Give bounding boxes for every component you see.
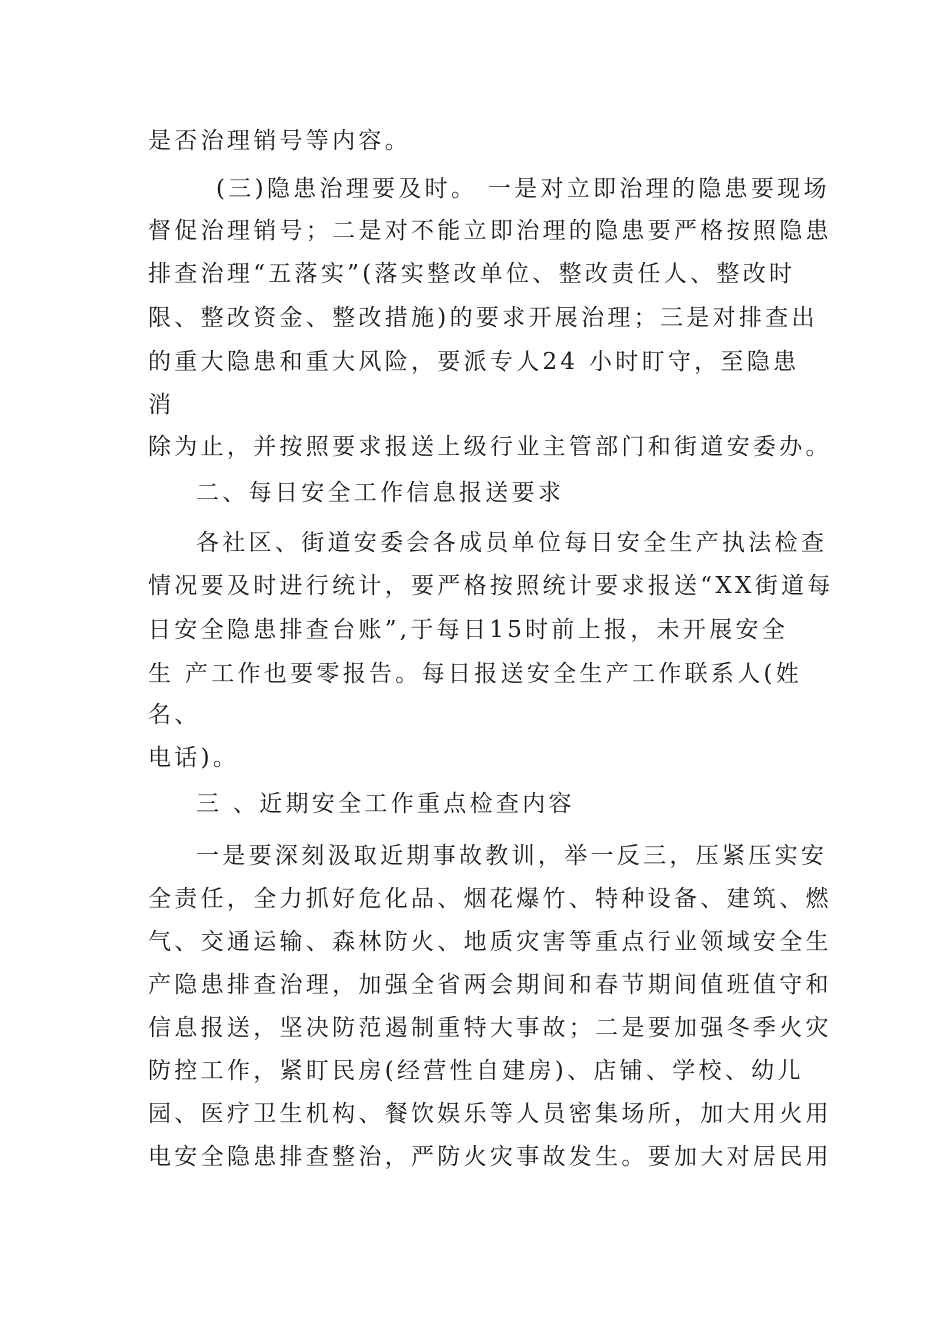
paragraph-line: 气、交通运输、森林防火、地质灾害等重点行业领域安全生 <box>148 929 832 955</box>
paragraph-line: 电安全隐患排查整治，严防火灾事故发生。要加大对居民用 <box>148 1144 832 1170</box>
paragraph-line: 园、医疗卫生机构、餐饮娱乐等人员密集场所，加大用火用 <box>148 1101 832 1127</box>
paragraph-line: 防控工作，紧盯民房(经营性自建房)、店铺、学校、幼儿 <box>148 1058 804 1084</box>
paragraph-line: 督促治理销号；二是对不能立即治理的隐患要严格按照隐患 <box>148 218 832 244</box>
paragraph-line: 除为止，并按照要求报送上级行业主管部门和街道安委办。 <box>148 434 832 460</box>
paragraph-line: 情况要及时进行统计，要严格按照统计要求报送“XX街道每 <box>148 573 834 599</box>
section-heading-line: (三)隐患治理要及时。 一是对立即治理的隐患要现场 <box>216 176 830 202</box>
paragraph-line: 全责任，全力抓好危化品、烟花爆竹、特种设备、建筑、燃 <box>148 886 832 912</box>
paragraph-line: 消 <box>148 392 175 418</box>
paragraph-line: 名、 <box>148 702 201 728</box>
paragraph-line: 的重大隐患和重大风险，要派专人24 小时盯守，至隐患 <box>148 349 800 375</box>
paragraph-line: 排查治理“五落实”(落实整改单位、整改责任人、整改时 <box>148 261 796 287</box>
paragraph-line: 产隐患排查治理，加强全省两会期间和春节期间值班值守和 <box>148 972 832 998</box>
paragraph-line: 日安全隐患排查台账”,于每日15时前上报，未开展安全 <box>148 617 789 643</box>
section-heading: 二、每日安全工作信息报送要求 <box>196 480 565 506</box>
section-heading: 三 、近期安全工作重点检查内容 <box>196 791 575 817</box>
paragraph-line: 是否治理销号等内容。 <box>148 128 411 154</box>
paragraph-line: 生 产工作也要零报告。每日报送安全生产工作联系人(姓 <box>148 661 803 687</box>
paragraph-line: 一是要深刻汲取近期事故教训，举一反三，压紧压实安 <box>196 843 828 869</box>
paragraph-line: 信息报送，坚决防范遏制重特大事故；二是要加强冬季火灾 <box>148 1015 832 1041</box>
paragraph-line: 限、整改资金、整改措施)的要求开展治理；三是对排查出 <box>148 305 818 331</box>
paragraph-line: 各社区、街道安委会各成员单位每日安全生产执法检查 <box>196 530 828 556</box>
paragraph-line: 电话)。 <box>148 745 240 771</box>
